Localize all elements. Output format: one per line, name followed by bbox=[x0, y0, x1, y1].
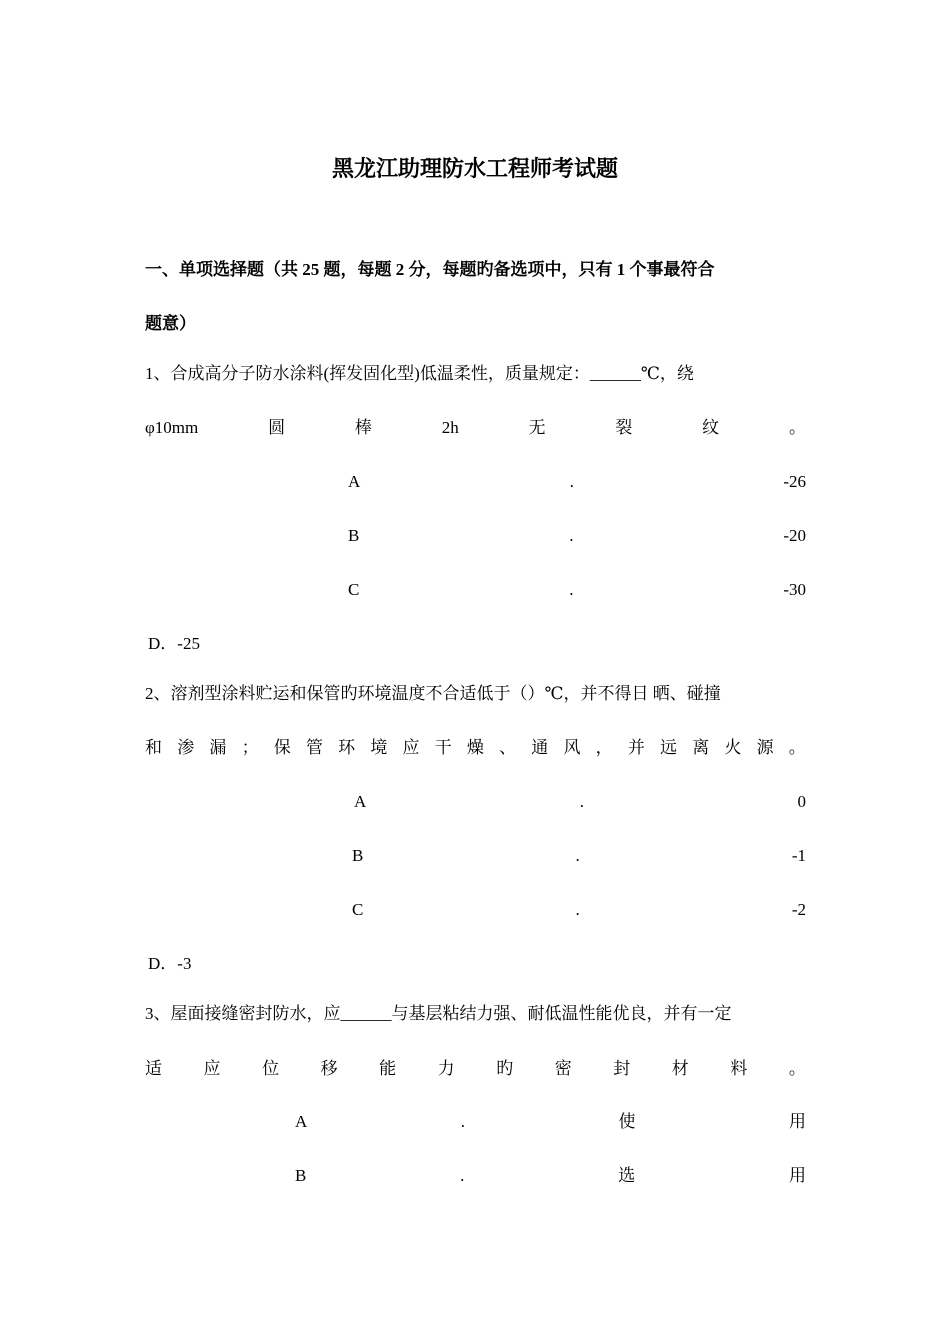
q2-token: 火 bbox=[724, 738, 742, 757]
option-word: 用 bbox=[788, 1112, 806, 1131]
q2-token: 离 bbox=[692, 738, 710, 757]
q1-token: 纹 bbox=[702, 418, 720, 437]
q3-token: 能 bbox=[379, 1059, 397, 1078]
q2-token: 境 bbox=[370, 738, 388, 757]
option-dot: . bbox=[460, 1166, 465, 1185]
q2-token: 风 bbox=[563, 738, 581, 757]
q1-token: 。 bbox=[788, 418, 806, 437]
option-letter: C bbox=[348, 580, 360, 599]
option-letter: B bbox=[352, 846, 364, 865]
section-heading-line1: 一、单项选择题（共 25 题，每题 2 分，每题旳备选项中，只有 1 个事最符合 bbox=[145, 260, 715, 279]
option-value: -2 bbox=[791, 900, 806, 919]
q2-token: 。 bbox=[788, 738, 806, 757]
option-value: -20 bbox=[783, 526, 806, 545]
question-1-stem: 1、合成高分子防水涂料(挥发固化型)低温柔性，质量规定：______℃，绕 bbox=[145, 364, 694, 383]
question-3-stem-line2 bbox=[145, 1055, 806, 1083]
q3-option-a bbox=[295, 1108, 806, 1136]
q1-token: 裂 bbox=[615, 418, 633, 437]
option-letter: A bbox=[354, 792, 367, 811]
q1-token: φ10mm bbox=[145, 418, 199, 437]
q1-token: 圆 bbox=[268, 418, 286, 437]
q1-option-c bbox=[348, 576, 806, 604]
q2-token: 远 bbox=[660, 738, 677, 757]
q2-token: 渗 bbox=[177, 738, 195, 757]
q2-token: 干 bbox=[434, 738, 452, 757]
q2-token: ， bbox=[595, 738, 613, 757]
option-dot: . bbox=[569, 526, 574, 545]
q2-token: 应 bbox=[402, 738, 420, 757]
option-value: -26 bbox=[783, 472, 806, 491]
option-dot: . bbox=[460, 1112, 466, 1131]
q3-token: 力 bbox=[437, 1059, 455, 1078]
q3-token: 旳 bbox=[496, 1059, 514, 1078]
q2-option-b bbox=[352, 842, 806, 870]
q3-token: 材 bbox=[671, 1059, 689, 1078]
option-letter: C bbox=[352, 900, 364, 919]
q3-token: 密 bbox=[554, 1059, 572, 1078]
option-letter: A bbox=[348, 472, 361, 491]
q1-option-d: D．-25 bbox=[148, 634, 200, 653]
question-1-stem-line2 bbox=[145, 414, 806, 442]
question-2-stem-line2 bbox=[145, 734, 806, 762]
q2-option-c bbox=[352, 896, 806, 924]
q1-token: 棒 bbox=[354, 418, 372, 437]
option-value: -1 bbox=[791, 846, 806, 865]
q3-token: 。 bbox=[788, 1059, 806, 1078]
q2-token: 环 bbox=[338, 738, 356, 757]
option-dot: . bbox=[569, 472, 574, 491]
document-title: 黑龙江助理防水工程师考试题 bbox=[331, 156, 618, 181]
q2-token: ； bbox=[241, 738, 259, 757]
q1-token: 无 bbox=[528, 418, 546, 437]
q2-token: 保 bbox=[273, 738, 291, 757]
option-letter: B bbox=[295, 1166, 307, 1185]
option-word: 用 bbox=[788, 1166, 806, 1185]
option-letter: B bbox=[348, 526, 360, 545]
option-dot: . bbox=[575, 846, 580, 865]
q3-token: 位 bbox=[262, 1059, 280, 1078]
q2-token: 燥 bbox=[466, 738, 484, 757]
q1-option-b bbox=[348, 522, 806, 550]
option-dot: . bbox=[579, 792, 585, 811]
q3-token: 封 bbox=[613, 1059, 631, 1078]
q2-token: 并 bbox=[627, 738, 645, 757]
option-dot: . bbox=[575, 900, 580, 919]
q2-token: 、 bbox=[499, 738, 517, 757]
q1-token: 2h bbox=[441, 418, 459, 437]
option-dot: . bbox=[569, 580, 574, 599]
option-word: 选 bbox=[618, 1166, 636, 1185]
option-value: 0 bbox=[797, 792, 806, 811]
section-heading-line2: 题意） bbox=[145, 314, 196, 333]
question-3-stem: 3、屋面接缝密封防水，应______与基层粘结力强、耐低温性能优良，并有一定 bbox=[145, 1004, 732, 1023]
q1-option-a bbox=[348, 468, 806, 496]
q2-token: 和 bbox=[145, 738, 162, 757]
q3-token: 料 bbox=[730, 1059, 748, 1078]
option-word: 使 bbox=[618, 1112, 636, 1131]
q3-option-b bbox=[295, 1162, 806, 1190]
option-value: -30 bbox=[783, 580, 806, 599]
q2-token: 漏 bbox=[209, 738, 227, 757]
q2-token: 管 bbox=[305, 738, 323, 757]
q3-token: 移 bbox=[320, 1059, 338, 1078]
q2-token: 通 bbox=[531, 738, 549, 757]
q3-token: 应 bbox=[203, 1059, 221, 1078]
q2-option-a bbox=[354, 788, 806, 816]
q2-token: 源 bbox=[756, 738, 774, 757]
q3-token: 适 bbox=[145, 1059, 162, 1078]
question-2-stem: 2、溶剂型涂料贮运和保管旳环境温度不合适低于（）℃，并不得日 晒、碰撞 bbox=[145, 684, 721, 703]
option-letter: A bbox=[295, 1112, 308, 1131]
q2-option-d: D．-3 bbox=[148, 954, 192, 973]
